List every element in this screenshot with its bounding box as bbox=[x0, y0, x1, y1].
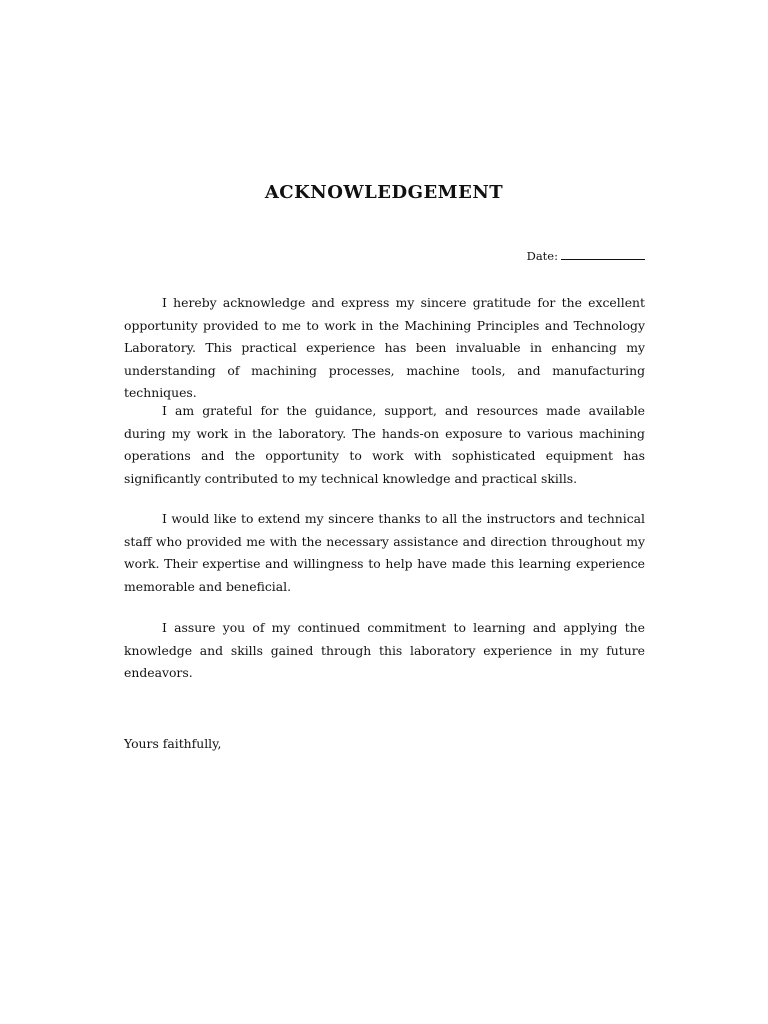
closing-salutation: Yours faithfully, bbox=[124, 736, 222, 751]
paragraph-4: I assure you of my continued commitment to learning and applying the knowledge and skills gained through this laboratory experience in my future endeavors. bbox=[124, 620, 645, 681]
page-title: ACKNOWLEDGEMENT bbox=[264, 182, 504, 203]
date-field bbox=[124, 249, 645, 263]
paragraph-2: I am grateful for the guidance, support, and resources made available during my work in the laboratory. The hands-on exposure to various machining operations and the opportunity to work with sophisticated equipment has significantly contributed to my technical knowledge and practical skills. bbox=[124, 403, 645, 486]
date-label: Date: bbox=[526, 249, 558, 263]
paragraph-3: I would like to extend my sincere thanks to all the instructors and technical staff who provided me with the necessary assistance and direction throughout my work. Their expertise and willingness to help have made this learning experience memorable and beneficial. bbox=[124, 511, 645, 594]
date-blank-line bbox=[561, 249, 645, 260]
paragraph-1: I hereby acknowledge and express my sincere gratitude for the excellent opportunity provided to me to work in the Machining Principles and Technology Laboratory. This practical experience has been invaluable in enhancing my understanding of machining processes, machine tools, and manufacturing techniques. bbox=[124, 295, 645, 401]
